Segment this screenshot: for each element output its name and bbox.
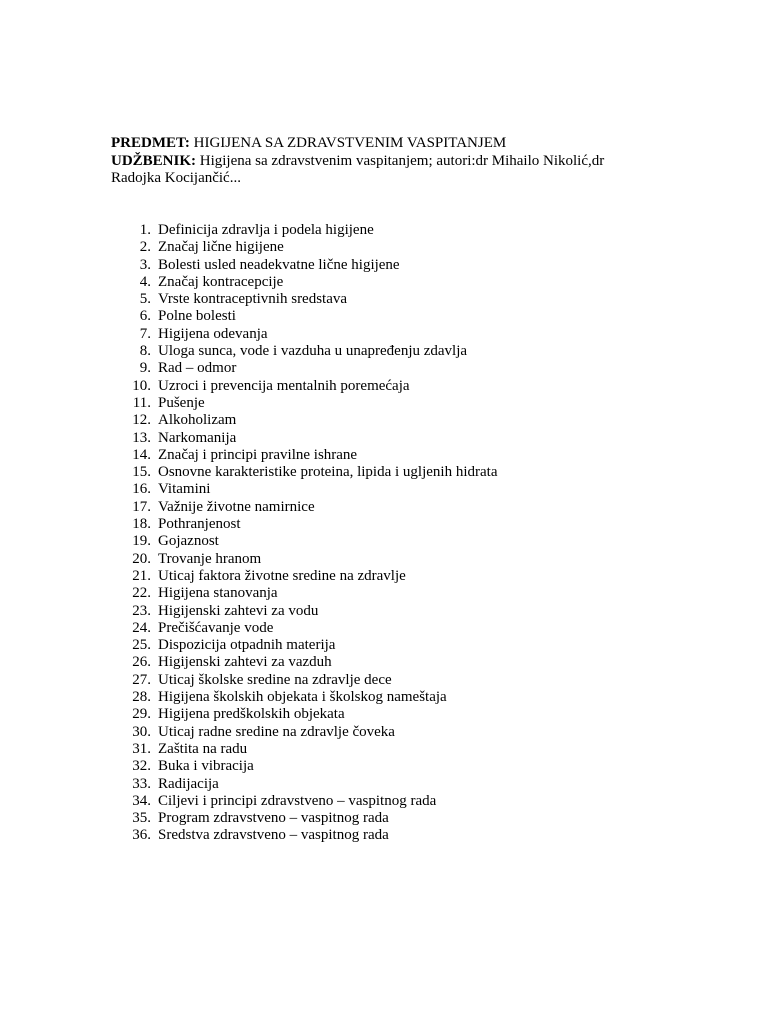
list-item: [111, 827, 498, 844]
list-item: [111, 689, 498, 706]
list-item-number: 24.: [132, 619, 151, 636]
list-item-text: Osnovne karakteristike proteina, lipida i ugljenih hidrata: [158, 464, 498, 481]
list-item-text: Sredstva zdravstveno – vaspitnog rada: [158, 827, 389, 844]
list-item-text: Higijena odevanja: [158, 325, 268, 342]
list-item-number: 2.: [139, 239, 151, 256]
list-item-text: Higijena predškolskih objekata: [158, 706, 345, 723]
list-item-number: 30.: [132, 723, 151, 740]
list-item: [111, 222, 498, 239]
document-header: [111, 135, 731, 188]
list-item-number: 13.: [132, 429, 151, 446]
list-item-number: 21.: [132, 567, 151, 584]
list-item-number: 1.: [139, 222, 151, 238]
list-item-text: Značaj i principi pravilne ishrane: [158, 446, 358, 463]
list-item: [111, 464, 498, 481]
list-item-text: Rad – odmor: [158, 360, 237, 377]
list-item-number: 4.: [139, 273, 151, 290]
list-item-number: 35.: [132, 810, 151, 827]
list-item: [111, 516, 498, 533]
list-item: [111, 430, 498, 447]
list-item: [111, 672, 498, 689]
list-item: [111, 343, 498, 360]
list-item-text: Značaj lične higijene: [158, 239, 284, 256]
list-item-number: 32.: [132, 758, 151, 775]
list-item-text: Uticaj školske sredine na zdravlje dece: [158, 671, 392, 688]
list-item-number: 14.: [132, 446, 151, 463]
subject-label: PREDMET:: [111, 135, 190, 151]
list-item-text: Uloga sunca, vode i vazduha u unapređenju zdavlja: [158, 343, 468, 360]
list-item-text: Bolesti usled neadekvatne lične higijene: [158, 256, 400, 273]
list-item-number: 16.: [132, 481, 151, 498]
list-item-text: Alkoholizam: [158, 412, 237, 429]
list-item-number: 6.: [139, 308, 151, 325]
list-item: [111, 776, 498, 793]
list-item-number: 31.: [132, 740, 151, 757]
list-item-number: 11.: [132, 394, 151, 411]
list-item-number: 19.: [132, 533, 151, 550]
list-item-text: Trovanje hranom: [158, 550, 262, 567]
list-item-text: Gojaznost: [158, 533, 219, 550]
list-item: [111, 724, 498, 741]
list-item-number: 27.: [132, 671, 151, 688]
list-item: [111, 568, 498, 585]
list-item-number: 26.: [132, 654, 151, 671]
list-item-text: Higijenski zahtevi za vazduh: [158, 654, 332, 671]
list-item: [111, 412, 498, 429]
list-item: [111, 360, 498, 377]
list-item: [111, 481, 498, 498]
textbook-label: UDŽBENIK:: [111, 152, 197, 169]
list-item: [111, 793, 498, 810]
list-item-text: Zaštita na radu: [158, 740, 248, 757]
list-item-text: Uticaj faktora životne sredine na zdravlje: [158, 567, 406, 584]
list-item-text: Uticaj radne sredine na zdravlje čoveka: [158, 723, 395, 740]
list-item: [111, 810, 498, 827]
list-item-number: 8.: [139, 343, 151, 360]
list-item: [111, 654, 498, 671]
list-item-number: 33.: [132, 775, 151, 792]
list-item-text: Polne bolesti: [158, 308, 236, 325]
list-item: [111, 620, 498, 637]
list-item: [111, 308, 498, 325]
list-item: [111, 585, 498, 602]
list-item-number: 36.: [132, 827, 151, 844]
list-item-text: Buka i vibracija: [158, 758, 254, 775]
list-item-text: Važnije životne namirnice: [158, 498, 315, 515]
list-item-number: 23.: [132, 602, 151, 619]
textbook-line: [111, 153, 731, 171]
list-item-text: Ciljevi i principi zdravstveno – vaspitnog rada: [158, 792, 437, 809]
textbook-line-continued: [111, 170, 731, 188]
list-item-text: Prečišćavanje vode: [158, 619, 274, 636]
subject-line: [111, 135, 731, 153]
list-item-text: Narkomanija: [158, 429, 237, 446]
list-item: [111, 758, 498, 775]
list-item: [111, 447, 498, 464]
list-item-number: 15.: [132, 464, 151, 481]
list-item-text: Pothranjenost: [158, 516, 241, 533]
list-item: [111, 257, 498, 274]
list-item-number: 25.: [132, 637, 151, 654]
list-item-number: 9.: [139, 360, 151, 377]
list-item-text: Radijacija: [158, 775, 219, 792]
list-item: [111, 499, 498, 516]
list-item-number: 17.: [132, 498, 151, 515]
list-item-number: 7.: [139, 325, 151, 342]
list-item: [111, 239, 498, 256]
list-item-number: 29.: [132, 706, 151, 723]
subject-value: HIGIJENA SA ZDRAVSTVENIM VASPITANJEM: [189, 135, 507, 151]
list-item: [111, 291, 498, 308]
list-item-number: 34.: [132, 792, 151, 809]
list-item-number: 20.: [132, 550, 151, 567]
list-item-number: 22.: [132, 585, 151, 602]
topic-list: [111, 222, 498, 845]
list-item: [111, 326, 498, 343]
list-item-text: Dispozicija otpadnih materija: [158, 637, 336, 654]
list-item: [111, 706, 498, 723]
list-item-text: Pušenje: [158, 394, 205, 411]
list-item: [111, 551, 498, 568]
list-item-number: 28.: [132, 689, 151, 706]
list-item: [111, 395, 498, 412]
list-item: [111, 741, 498, 758]
list-item-text: Uzroci i prevencija mentalnih poremećaja: [158, 377, 410, 394]
list-item-text: Higijena školskih objekata i školskog nameštaja: [158, 689, 447, 706]
list-item: [111, 533, 498, 550]
list-item-text: Vitamini: [158, 481, 211, 498]
list-item-number: 5.: [139, 291, 151, 308]
list-item-number: 3.: [139, 256, 151, 273]
list-item-number: 18.: [132, 516, 151, 533]
textbook-value: Higijena sa zdravstvenim vaspitanjem; autori:dr Mihailo Nikolić,dr: [196, 152, 605, 169]
list-item-number: 12.: [132, 412, 151, 429]
list-item-number: 10.: [132, 377, 151, 394]
list-item-text: Higijenski zahtevi za vodu: [158, 602, 319, 619]
list-item-text: Program zdravstveno – vaspitnog rada: [158, 810, 389, 827]
textbook-value-continued: Radojka Kocijančić...: [111, 170, 241, 186]
list-item: [111, 603, 498, 620]
list-item: [111, 378, 498, 395]
list-item: [111, 274, 498, 291]
list-item-text: Vrste kontraceptivnih sredstava: [158, 291, 348, 308]
list-item: [111, 637, 498, 654]
list-item-text: Definicija zdravlja i podela higijene: [158, 222, 374, 238]
list-item-text: Značaj kontracepcije: [158, 273, 284, 290]
list-item-text: Higijena stanovanja: [158, 585, 278, 602]
